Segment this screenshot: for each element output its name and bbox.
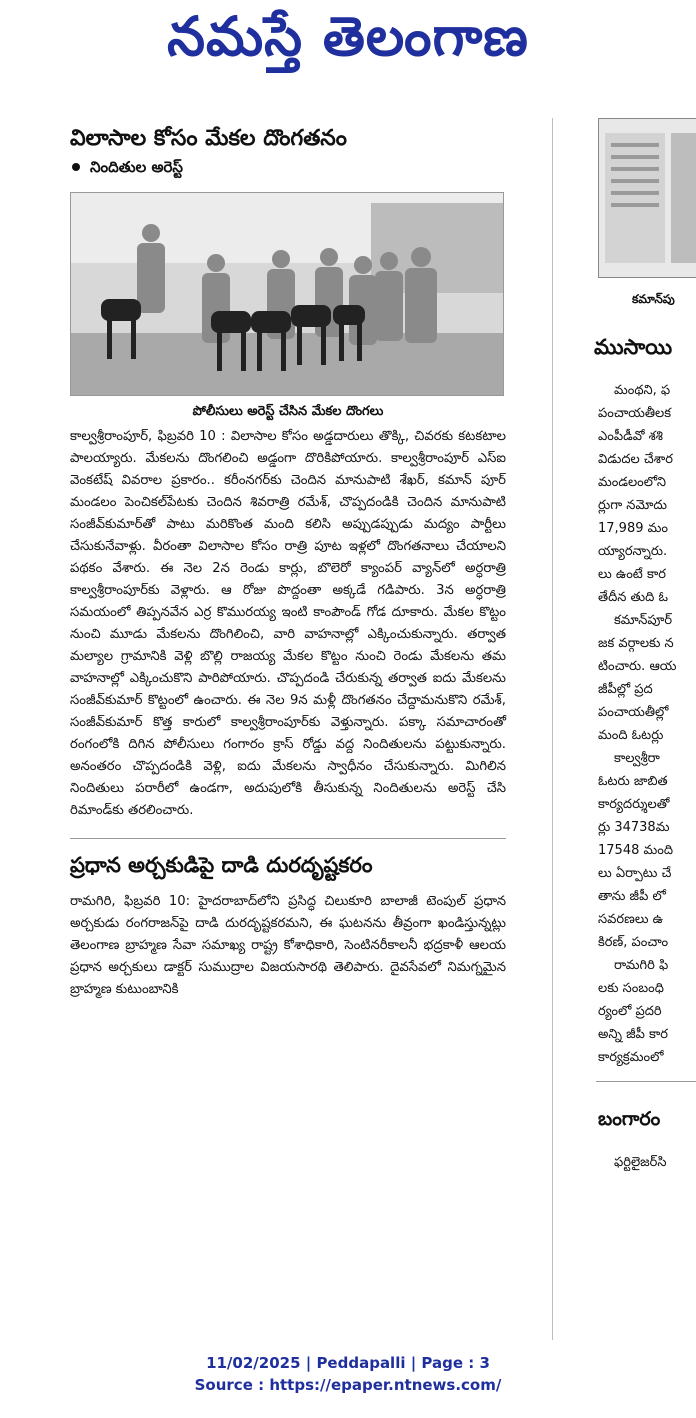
side-photo [598, 118, 696, 278]
side-line: ఫర్టిలైజర్‌సి [614, 1155, 667, 1170]
side-line: మంథని, ఫ [614, 383, 671, 398]
side-line: జక వర్గాలకు న [598, 636, 674, 651]
side-line: ఎంపీడీవో శశి [598, 429, 663, 444]
side-para-2 [566, 609, 696, 747]
side-line: కార్యక్రమంలో [598, 1050, 664, 1065]
side-line: కిరణ్, పంచాం [598, 935, 669, 950]
deck-text: నిందితుల అరెస్ట్ [90, 158, 183, 177]
footer-date-line: 11/02/2025 | Peddapalli | Page : 3 [206, 1354, 490, 1372]
side-line: పంచాయతీల్లో [598, 705, 669, 720]
side-line: కాల్వశ్రీరా [614, 751, 660, 766]
bullet-icon [72, 163, 80, 171]
side-line: య్యారన్నారు. [598, 544, 668, 559]
police-goats-photo-illustration [71, 193, 503, 395]
side-line: కమాన్‌పూర్ [614, 613, 673, 628]
page-footer [0, 1352, 696, 1396]
side-line: మండలంలోని [598, 475, 666, 490]
side-para-1 [566, 379, 696, 609]
side-line: 17548 మంది [598, 843, 674, 858]
side-column [566, 118, 696, 1174]
side-divider [596, 1081, 696, 1082]
side-headline: ముసాయి [594, 335, 673, 359]
newspaper-title: నమస్తే తెలంగాణ [167, 4, 529, 68]
second-headline: ప్రధాన అర్చకుడిపై దాడి దురదృష్టకరం [70, 853, 373, 878]
side-headline-2: బంగారం [598, 1108, 661, 1130]
side-line: ర్లుగా నమోదు [598, 498, 668, 513]
side-line: కార్యదర్శులతో [598, 797, 670, 812]
masthead [0, 0, 696, 92]
side-para-3 [566, 747, 696, 954]
article-divider [70, 838, 506, 839]
side-line: అన్ని జీపీ కార [598, 1027, 668, 1042]
side-line: సవరణలు ఉ [598, 912, 664, 927]
photo-caption: పోలీసులు అరెస్ట్ చేసిన మేకల దొంగలు [192, 404, 384, 420]
main-article-body: కాల్వశ్రీరాంపూర్, ఫిబ్రవరి 10 : విలాసాల కోసం అడ్డదారులు తొక్కి, చివరకు కటకటాల పాలయ్యారు. మేకలను దొంగలించి అడ్డంగా దొరికిపోయారు. కాల్వశ్రీరాంపూర్ ఎస్ఐ వెంకటేష్ వివరాల ప్రకారం.. కరీంనగర్‌కు చెందిన మానుపాటి శేఖర్, కమాన్ పూర్ మండలం పెంచికల్‌పేటకు చెందిన శివరాత్రి రమేశ్, చొప్పదండికి చెందిన మానుపాటి సంజీవ్‌కుమార్‌తో పాటు మరికొంత మంది కలిసి అప్పుడప్పుడు మద్యం పార్టీలు చేసుకునేవాళ్లు. వీరంతా విలాసాల కోసం రాత్రి పూట ఇళ్లలో దొంగతనాలు చేయాలని పథకం వేశారు. ఈ నెల 2న రెండు కార్లు, బొలెరో క్యాంపర్ వ్యాన్‌లో అర్ధరాత్రి కాల్వశ్రీరాంపూర్‌కు వెళ్లారు. ఆ రోజు పొద్దంతా అక్కడే గడిపారు. 3న అర్ధరాత్రి సమయంలో తిప్పనవేన ఎర్ర కొమురయ్య ఇంటి కాంపౌండ్ గోడ దూకారు. మేకల కొట్టం నుంచి మూడు మేకలను దొంగిలించి, వారి వాహనాల్లో ఎక్కించుకున్నారు. తర్వాత మల్యాల గ్రామానికి వెళ్లి బొల్లి రాజయ్య మేకల కొట్టం నుంచి రెండు మేకలను తమ వాహనాల్లో ఎక్కించుకొని పారిపోయారు. చొప్పదండి చేరుకున్న తర్వాత ఐదు మేకలను సంజీవ్‌కుమార్ కొట్టంలో ఉంచారు. ఈ నెల 9న మళ్లీ దొంగతనం చేద్దామనుకొని రమేశ్, సంజీవ్‌కుమార్ కొత్త కారులో కాల్వశ్రీరాంపూర్‌కు వెళ్తున్నారు. పక్కా సమాచారంతో రంగంలోకి దిగిన పోలీసులు గంగారం క్రాస్ రోడ్డు వద్ద నిందితులను పట్టుకున్నారు. అనంతరం చొప్పదండికి వెళ్లి, ఐదు మేకలను స్వాధీనం చేసుకున్నారు. మిగిలిన నిందితులు పరారీలో ఉండగా, అదుపులోకి తీసుకున్న నిందితులను అరెస్ట్ చేసి రిమాండ్‌కు తరలించారు. [70, 429, 506, 819]
news-photo [70, 192, 504, 396]
side-line: పంచాయతీలక [598, 406, 672, 421]
side-line: విడుదల చేశార [598, 452, 673, 467]
side-line: 17,989 మం [598, 521, 668, 536]
side-line: జీపీల్లో ప్రద [598, 682, 653, 697]
side-line: తాను జీపీ లో [598, 889, 666, 904]
main-column [70, 118, 506, 1001]
side-line: మంది ఓటర్లు [598, 728, 664, 743]
side-photo-illustration [599, 119, 696, 277]
side-line: లకు సంబంధి [598, 981, 664, 996]
main-headline: విలాసాల కోసం మేకల దొంగతనం [70, 126, 347, 151]
side-line: టించారు. ఆయ [598, 659, 677, 674]
second-article-body: రామగిరి, ఫిబ్రవరి 10: హైదరాబాద్‌లోని ప్రసిద్ధ చిలుకూరి బాలాజీ టెంపుల్ ప్రధాన అర్చకుడు రంగరాజన్‌పై దాడి దురదృష్టకరమని, ఈ ఘటనను తీవ్రంగా ఖండిస్తున్నట్లు తెలంగాణ బ్రాహ్మణ సేవా సమాఖ్య రాష్ట్ర కోశాధికారి, సెంటినరీకాలనీ భద్రకాళీ ఆలయ ప్రధాన అర్చకులు డాక్టర్ సుముద్రాల విజయసారథి తెలిపారు. దైవసేవలో నిమగ్నమైన బ్రాహ్మణ కుటుంబానికి [70, 894, 506, 998]
side-line: ఓటరు జాబిత [598, 774, 668, 789]
footer-source-line: Source : https://epaper.ntnews.com/ [194, 1376, 502, 1394]
side-line: ర్యంలో ప్రదరి [598, 1004, 662, 1019]
side-line: లు ఉంటే కార [598, 567, 666, 582]
side-line: లు ఏర్పాటు చే [598, 866, 672, 881]
side-photo-caption: కమాన్‌పు [632, 292, 675, 306]
side-line: ర్లు 34738మ [598, 820, 670, 835]
column-divider [552, 118, 553, 1340]
side-line: తేదీన తుది ఓ [598, 590, 668, 605]
side-line: రామగిరి ఫి [614, 958, 669, 973]
side-para-4 [566, 954, 696, 1069]
main-deck [70, 158, 506, 180]
